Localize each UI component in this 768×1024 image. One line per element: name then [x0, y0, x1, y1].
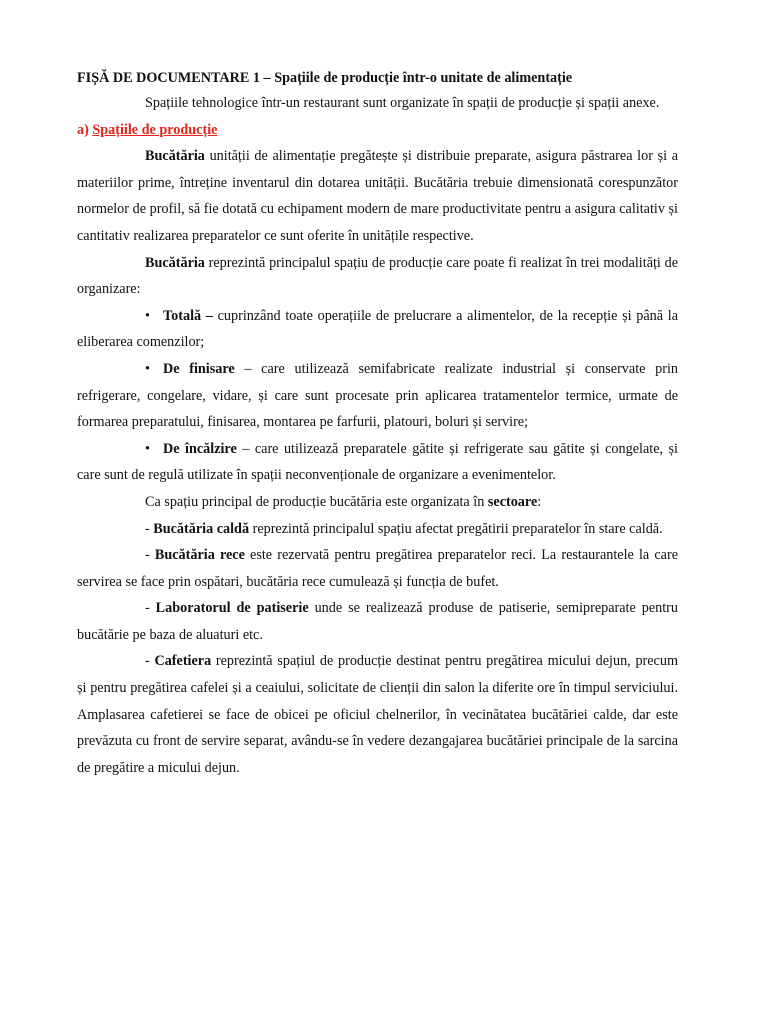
bullet-dot-icon: • [145, 440, 150, 457]
sector-text: reprezintă spațiul de producție destinat pentru pregătirea micului dejun, precum și pentru pregătirea cafelei și a ceaiului, solicitate de clienții din salon la diferite ore în timpul serviciului. Amplasarea cafetierei se face de obicei pe oficiul chelnerilor, în vecinătatea bucătăriei calde, dar este prevăzuta cu front de servire separat, avându-se în vedere dezangajarea bucătăriei principale de la sarcina de pregătire a micului dejun. [77, 653, 678, 776]
paragraph-bucataria-1 [77, 143, 678, 249]
bullet-bold-term: De finisare [163, 360, 235, 377]
sector-bold-term: Bucătăria rece [154, 547, 245, 564]
sector-dash: - [145, 653, 155, 670]
paragraph-bold-term: Bucătăria [145, 254, 205, 271]
bullet-item-totala [77, 303, 678, 356]
paragraph-bold-term: Bucătăria [145, 148, 205, 165]
bullet-item-finisare [77, 356, 678, 436]
sector-dash: - [145, 547, 155, 564]
section-a-label: Spațiile de producție [92, 121, 218, 138]
sector-item-patiserie [77, 595, 678, 648]
sector-bold-term: Bucătăria caldă [153, 520, 250, 537]
paragraph-sectoare [77, 489, 678, 516]
bullet-text: – care utilizează preparatele gătite și refrigerate sau gătite și congelate, și care sunt de regulă utilizate în spații neconvenționale de organizare a evenimentelor. [77, 440, 678, 484]
sector-item-calda [77, 516, 678, 543]
bullet-item-incalzire [77, 436, 678, 489]
sector-text: este rezervată pentru pregătirea preparatelor reci. La restaurantele la care servirea se face prin ospătari, bucătăria rece cumulează și funcția de bufet. [77, 547, 678, 590]
sector-text: unde se realizează produse de patiserie, semipreparate pentru bucătărie pe baza de aluaturi etc. [77, 600, 678, 643]
document-page [77, 66, 678, 781]
sector-dash: - [145, 600, 156, 617]
paragraph-bucataria-2 [77, 250, 678, 303]
sector-dash: - [145, 520, 154, 537]
bullet-dot-icon: • [145, 360, 150, 377]
bullet-text: cuprinzând toate operațiile de prelucrare a alimentelor, de la recepție și până la eliberarea comenzilor; [77, 307, 678, 351]
sector-text: reprezintă principalul spațiu afectat pregătirii preparatelor în stare caldă. [249, 520, 663, 537]
intro-paragraph: Spațiile tehnologice într-un restaurant sunt organizate în spații de producție și spații anexe. [145, 95, 660, 111]
paragraph-text: Ca spațiu principal de producție bucătăria este organizata în [145, 493, 488, 510]
section-a-heading [77, 117, 678, 144]
bullet-text: – care utilizează semifabricate realizate industrial și conservate prin refrigerare, congelare, vidare, și care sunt procesate prin aplicarea tratamentelor termice, urmate de formarea preparatului, finisarea, montarea pe farfurii, platouri, boluri și servire; [77, 360, 678, 431]
bullet-dot-icon: • [145, 307, 150, 324]
paragraph-text: reprezintă principalul spațiu de producție care poate fi realizat în trei modalități de organizare: [77, 254, 678, 298]
document-title: FIȘĂ DE DOCUMENTARE 1 – Spațiile de producție într-o unitate de alimentație [77, 70, 573, 86]
section-a-prefix: a) [77, 121, 93, 138]
bullet-bold-term: Totală – [163, 307, 213, 324]
bullet-bold-term: De încălzire [163, 440, 237, 457]
paragraph-text: unității de alimentație pregătește și distribuie preparate, asigura păstrarea lor și a materiilor prime, întreține inventarul din dotarea unității. Bucătăria trebuie dimensionată corespunzător normelor de profil, să fie dotată cu echipament modern de mare productivitate pentru a asigura calitativ și cantitativ realizarea preparatelor ce sunt oferite în unitățile respective. [77, 148, 678, 244]
sector-bold-term: Cafetiera [154, 653, 212, 670]
paragraph-colon: : [537, 493, 542, 510]
sector-item-rece [77, 542, 678, 595]
sector-bold-term: Laboratorul de patiserie [155, 600, 309, 617]
sector-item-cafetiera [77, 648, 678, 781]
paragraph-bold-term: sectoare [487, 493, 538, 510]
